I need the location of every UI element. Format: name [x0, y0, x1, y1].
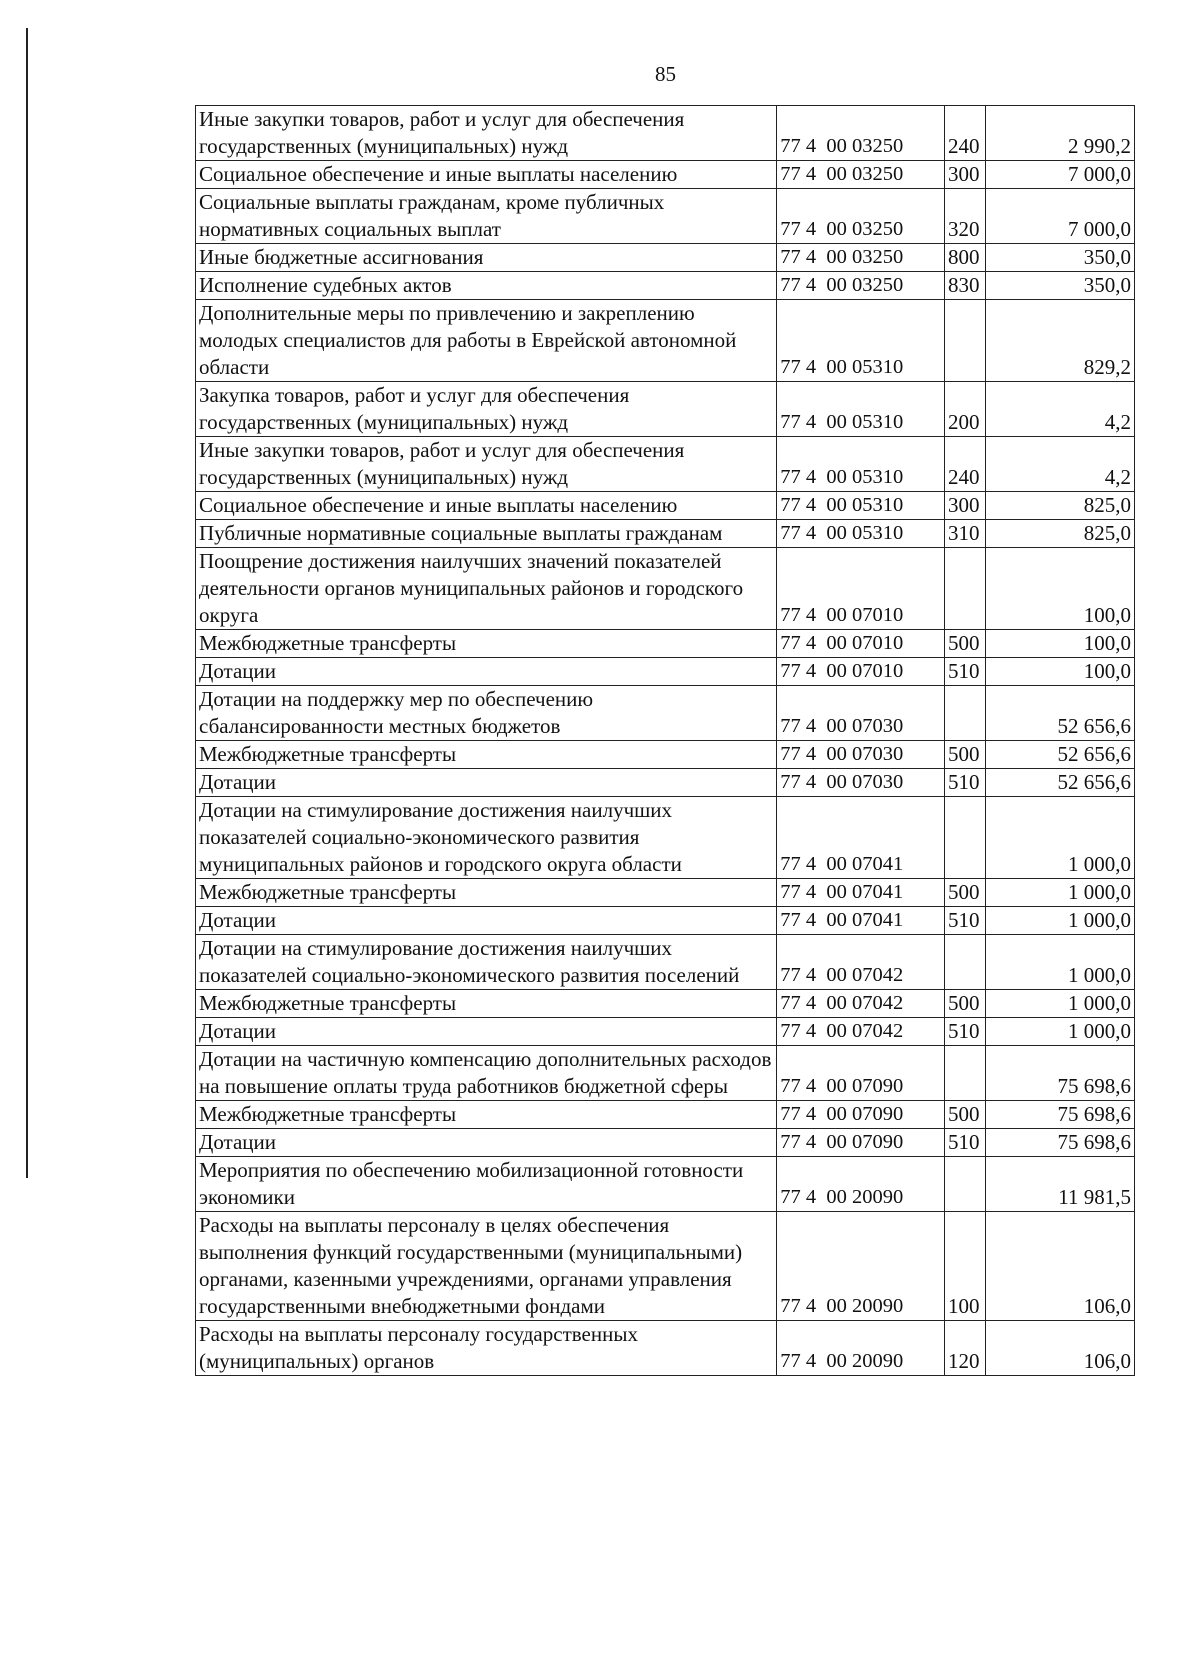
amount-cell: 100,0: [986, 548, 1135, 630]
target-article-code-cell: 77 4 00 05310: [777, 492, 945, 520]
table-row: [196, 1129, 1135, 1157]
amount-cell: 4,2: [986, 382, 1135, 437]
expense-name-cell: Иные закупки товаров, работ и услуг для обеспечения государственных (муниципальных) нужд: [196, 106, 777, 161]
table-row: [196, 630, 1135, 658]
expense-name-cell: Дотации на поддержку мер по обеспечению сбалансированности местных бюджетов: [196, 686, 777, 741]
expense-type-code-cell: 300: [944, 161, 985, 189]
expense-name-cell: Поощрение достижения наилучших значений показателей деятельности органов муниципальных районов и городского округа: [196, 548, 777, 630]
expense-type-code-cell: 240: [944, 106, 985, 161]
expense-name-cell: Межбюджетные трансферты: [196, 990, 777, 1018]
target-article-code-cell: 77 4 00 07042: [777, 1018, 945, 1046]
amount-cell: 75 698,6: [986, 1101, 1135, 1129]
expense-type-code-cell: [944, 300, 985, 382]
table-row: [196, 686, 1135, 741]
amount-cell: 100,0: [986, 658, 1135, 686]
amount-cell: 1 000,0: [986, 990, 1135, 1018]
amount-cell: 825,0: [986, 492, 1135, 520]
expense-name-cell: Межбюджетные трансферты: [196, 879, 777, 907]
expense-type-code-cell: [944, 686, 985, 741]
amount-cell: 7 000,0: [986, 161, 1135, 189]
table-row: [196, 797, 1135, 879]
table-row: [196, 520, 1135, 548]
expense-type-code-cell: 310: [944, 520, 985, 548]
target-article-code-cell: 77 4 00 07090: [777, 1129, 945, 1157]
target-article-code-cell: 77 4 00 03250: [777, 272, 945, 300]
target-article-code-cell: 77 4 00 07030: [777, 686, 945, 741]
amount-cell: 75 698,6: [986, 1046, 1135, 1101]
table-row: [196, 106, 1135, 161]
amount-cell: 52 656,6: [986, 769, 1135, 797]
amount-cell: 106,0: [986, 1212, 1135, 1321]
budget-table-body: [196, 106, 1135, 1376]
expense-name-cell: Дополнительные меры по привлечению и закреплению молодых специалистов для работы в Еврейской автономной области: [196, 300, 777, 382]
expense-type-code-cell: 200: [944, 382, 985, 437]
target-article-code-cell: 77 4 00 05310: [777, 382, 945, 437]
target-article-code-cell: 77 4 00 07010: [777, 548, 945, 630]
expense-type-code-cell: [944, 935, 985, 990]
target-article-code-cell: 77 4 00 03250: [777, 161, 945, 189]
expense-name-cell: Мероприятия по обеспечению мобилизационной готовности экономики: [196, 1157, 777, 1212]
page-number: 85: [655, 62, 676, 86]
amount-cell: 350,0: [986, 272, 1135, 300]
expense-type-code-cell: 320: [944, 189, 985, 244]
amount-cell: 1 000,0: [986, 935, 1135, 990]
expense-type-code-cell: 500: [944, 630, 985, 658]
table-row: [196, 1046, 1135, 1101]
amount-cell: 7 000,0: [986, 189, 1135, 244]
target-article-code-cell: 77 4 00 20090: [777, 1212, 945, 1321]
expense-name-cell: Межбюджетные трансферты: [196, 741, 777, 769]
expense-type-code-cell: 510: [944, 769, 985, 797]
expense-type-code-cell: 120: [944, 1321, 985, 1376]
table-row: [196, 1321, 1135, 1376]
amount-cell: 52 656,6: [986, 741, 1135, 769]
amount-cell: 106,0: [986, 1321, 1135, 1376]
amount-cell: 1 000,0: [986, 797, 1135, 879]
table-row: [196, 741, 1135, 769]
expense-type-code-cell: 830: [944, 272, 985, 300]
expense-name-cell: Дотации на стимулирование достижения наилучших показателей социально-экономического развития поселений: [196, 935, 777, 990]
target-article-code-cell: 77 4 00 07030: [777, 769, 945, 797]
expense-name-cell: Иные закупки товаров, работ и услуг для обеспечения государственных (муниципальных) нужд: [196, 437, 777, 492]
table-row: [196, 189, 1135, 244]
table-row: [196, 1018, 1135, 1046]
table-row: [196, 492, 1135, 520]
table-row: [196, 300, 1135, 382]
expense-type-code-cell: 500: [944, 741, 985, 769]
amount-cell: 829,2: [986, 300, 1135, 382]
target-article-code-cell: 77 4 00 07041: [777, 879, 945, 907]
target-article-code-cell: 77 4 00 20090: [777, 1157, 945, 1212]
table-row: [196, 272, 1135, 300]
table-row: [196, 244, 1135, 272]
target-article-code-cell: 77 4 00 07042: [777, 990, 945, 1018]
table-row: [196, 161, 1135, 189]
budget-table: [195, 105, 1135, 1376]
amount-cell: 75 698,6: [986, 1129, 1135, 1157]
table-row: [196, 769, 1135, 797]
expense-name-cell: Расходы на выплаты персоналу государственных (муниципальных) органов: [196, 1321, 777, 1376]
expense-type-code-cell: 100: [944, 1212, 985, 1321]
expense-name-cell: Дотации: [196, 1018, 777, 1046]
expense-name-cell: Дотации: [196, 769, 777, 797]
table-row: [196, 1157, 1135, 1212]
expense-name-cell: Дотации на частичную компенсацию дополнительных расходов на повышение оплаты труда работников бюджетной сферы: [196, 1046, 777, 1101]
target-article-code-cell: 77 4 00 03250: [777, 244, 945, 272]
expense-type-code-cell: 800: [944, 244, 985, 272]
expense-name-cell: Социальное обеспечение и иные выплаты населению: [196, 492, 777, 520]
expense-name-cell: Дотации: [196, 907, 777, 935]
target-article-code-cell: 77 4 00 07010: [777, 658, 945, 686]
target-article-code-cell: 77 4 00 07041: [777, 797, 945, 879]
target-article-code-cell: 77 4 00 07042: [777, 935, 945, 990]
target-article-code-cell: 77 4 00 03250: [777, 106, 945, 161]
expense-name-cell: Дотации: [196, 1129, 777, 1157]
expense-name-cell: Иные бюджетные ассигнования: [196, 244, 777, 272]
amount-cell: 825,0: [986, 520, 1135, 548]
amount-cell: 2 990,2: [986, 106, 1135, 161]
target-article-code-cell: 77 4 00 07030: [777, 741, 945, 769]
target-article-code-cell: 77 4 00 05310: [777, 300, 945, 382]
amount-cell: 1 000,0: [986, 879, 1135, 907]
expense-type-code-cell: [944, 548, 985, 630]
table-row: [196, 382, 1135, 437]
amount-cell: 100,0: [986, 630, 1135, 658]
expense-name-cell: Межбюджетные трансферты: [196, 1101, 777, 1129]
target-article-code-cell: 77 4 00 07041: [777, 907, 945, 935]
expense-name-cell: Дотации: [196, 658, 777, 686]
table-row: [196, 907, 1135, 935]
amount-cell: 1 000,0: [986, 907, 1135, 935]
amount-cell: 52 656,6: [986, 686, 1135, 741]
scan-edge-line: [26, 28, 28, 1178]
expense-type-code-cell: 500: [944, 879, 985, 907]
target-article-code-cell: 77 4 00 05310: [777, 520, 945, 548]
expense-type-code-cell: 300: [944, 492, 985, 520]
table-row: [196, 1101, 1135, 1129]
expense-type-code-cell: 510: [944, 907, 985, 935]
target-article-code-cell: 77 4 00 03250: [777, 189, 945, 244]
expense-name-cell: Социальное обеспечение и иные выплаты населению: [196, 161, 777, 189]
amount-cell: 11 981,5: [986, 1157, 1135, 1212]
expense-type-code-cell: 510: [944, 1129, 985, 1157]
expense-name-cell: Публичные нормативные социальные выплаты гражданам: [196, 520, 777, 548]
target-article-code-cell: 77 4 00 05310: [777, 437, 945, 492]
expense-type-code-cell: 240: [944, 437, 985, 492]
table-row: [196, 1212, 1135, 1321]
expense-name-cell: Исполнение судебных актов: [196, 272, 777, 300]
table-row: [196, 879, 1135, 907]
expense-type-code-cell: 510: [944, 658, 985, 686]
expense-type-code-cell: [944, 1157, 985, 1212]
expense-name-cell: Межбюджетные трансферты: [196, 630, 777, 658]
amount-cell: 4,2: [986, 437, 1135, 492]
expense-type-code-cell: 500: [944, 1101, 985, 1129]
target-article-code-cell: 77 4 00 20090: [777, 1321, 945, 1376]
expense-name-cell: Дотации на стимулирование достижения наилучших показателей социально-экономического развития муниципальных районов и городского округа области: [196, 797, 777, 879]
target-article-code-cell: 77 4 00 07090: [777, 1046, 945, 1101]
expense-type-code-cell: [944, 797, 985, 879]
table-row: [196, 437, 1135, 492]
table-row: [196, 935, 1135, 990]
target-article-code-cell: 77 4 00 07090: [777, 1101, 945, 1129]
target-article-code-cell: 77 4 00 07010: [777, 630, 945, 658]
expense-type-code-cell: 500: [944, 990, 985, 1018]
expense-name-cell: Социальные выплаты гражданам, кроме публичных нормативных социальных выплат: [196, 189, 777, 244]
expense-name-cell: Закупка товаров, работ и услуг для обеспечения государственных (муниципальных) нужд: [196, 382, 777, 437]
amount-cell: 1 000,0: [986, 1018, 1135, 1046]
expense-type-code-cell: 510: [944, 1018, 985, 1046]
table-row: [196, 990, 1135, 1018]
expense-type-code-cell: [944, 1046, 985, 1101]
amount-cell: 350,0: [986, 244, 1135, 272]
table-row: [196, 658, 1135, 686]
table-row: [196, 548, 1135, 630]
expense-name-cell: Расходы на выплаты персоналу в целях обеспечения выполнения функций государственными (муниципальными) органами, казенными учреждениями, органами управления государственными внебюджетными фондами: [196, 1212, 777, 1321]
